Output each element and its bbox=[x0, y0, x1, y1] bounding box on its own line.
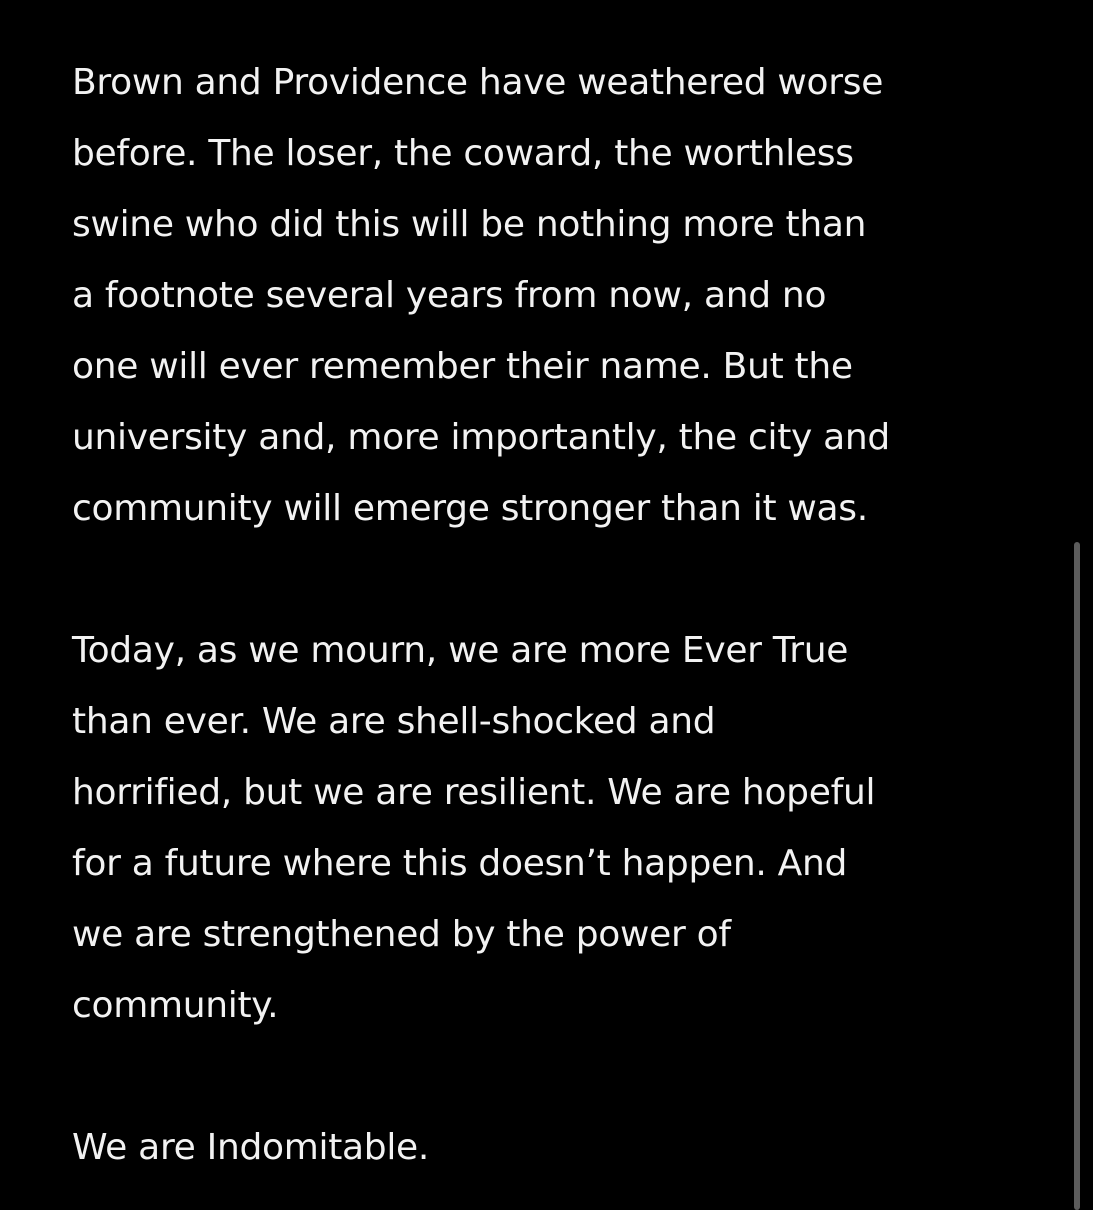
text-line: than ever. We are shell-shocked and bbox=[72, 701, 716, 742]
text-line: before. The loser, the coward, the worthless bbox=[72, 133, 854, 174]
text-line: swine who did this will be nothing more than bbox=[72, 204, 867, 245]
paragraph-1 bbox=[72, 47, 1072, 544]
text-line: university and, more importantly, the city and bbox=[72, 417, 890, 458]
paragraph-spacer bbox=[72, 544, 1072, 615]
vertical-scrollbar[interactable] bbox=[1074, 542, 1080, 1210]
paragraph-2 bbox=[72, 615, 1072, 1041]
text-line: one will ever remember their name. But the bbox=[72, 346, 853, 387]
text-line: Brown and Providence have weathered worse bbox=[72, 62, 884, 103]
text-line: we are strengthened by the power of bbox=[72, 914, 731, 955]
text-line: for a future where this doesn’t happen. And bbox=[72, 843, 848, 884]
text-line: Today, as we mourn, we are more Ever True bbox=[72, 630, 849, 671]
text-line: We are Indomitable. bbox=[72, 1127, 430, 1168]
paragraph-spacer bbox=[72, 1041, 1072, 1112]
paragraph-3 bbox=[72, 1112, 1072, 1183]
text-line: a footnote several years from now, and no bbox=[72, 275, 827, 316]
text-line: community will emerge stronger than it was. bbox=[72, 488, 868, 529]
note-body[interactable] bbox=[72, 47, 1072, 1183]
text-line: community. bbox=[72, 985, 279, 1026]
text-line: horrified, but we are resilient. We are hopeful bbox=[72, 772, 876, 813]
